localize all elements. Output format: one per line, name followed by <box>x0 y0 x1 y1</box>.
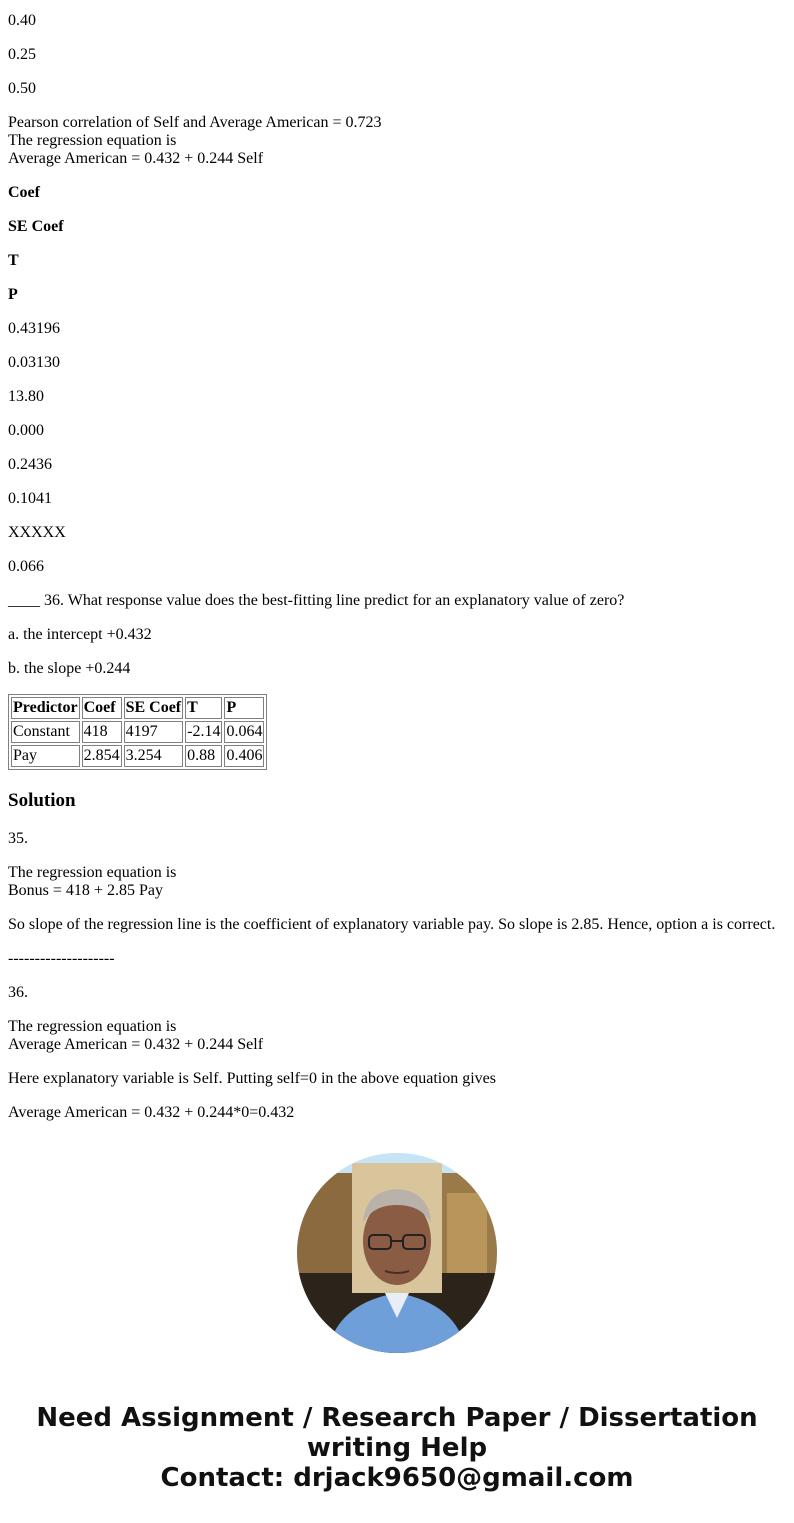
table-header-cell: P <box>224 697 264 719</box>
table-cell: 3.254 <box>124 745 184 767</box>
regression-intro: The regression equation is <box>8 864 177 881</box>
solution-heading: Solution <box>8 790 76 811</box>
table-cell: Pay <box>11 745 80 767</box>
solution-35-explanation: So slope of the regression line is the coefficient of explanatory variable pay. So slope is 2.85. Hence, option a is correct. <box>8 916 776 933</box>
value-line: 0.25 <box>8 46 36 63</box>
solution-36-result: Average American = 0.432 + 0.244*0=0.432 <box>8 1104 295 1121</box>
pearson-correlation: Pearson correlation of Self and Average American = 0.723 <box>8 114 382 131</box>
table-cell: 2.854 <box>82 745 122 767</box>
solution-36-explanation: Here explanatory variable is Self. Putting self=0 in the above equation gives <box>8 1070 496 1087</box>
table-cell: 0.064 <box>224 721 264 743</box>
promo-banner <box>0 1403 794 1493</box>
value-line: 0.03130 <box>8 354 60 371</box>
value-line: 0.066 <box>8 558 44 575</box>
answer-option-b: b. the slope +0.244 <box>8 660 131 677</box>
regression-summary <box>8 114 786 168</box>
value-line: XXXXX <box>8 524 66 541</box>
table-cell: 4197 <box>124 721 184 743</box>
value-line: 0.43196 <box>8 320 60 337</box>
table-cell: 0.88 <box>185 745 222 767</box>
divider: -------------------- <box>8 950 115 967</box>
value-line: 0.50 <box>8 80 36 97</box>
regression-table <box>8 694 267 770</box>
table-cell: 418 <box>82 721 122 743</box>
column-header: T <box>8 252 19 269</box>
value-line: 0.40 <box>8 12 36 29</box>
table-header-cell: SE Coef <box>124 697 184 719</box>
tutor-avatar <box>297 1153 497 1353</box>
promo-contact: Contact: drjack9650@gmail.com <box>160 1463 634 1493</box>
value-line: 0.000 <box>8 422 44 439</box>
promo-line: Need Assignment / Research Paper / Dissertation <box>36 1403 758 1433</box>
column-header: SE Coef <box>8 218 64 235</box>
table-cell: -2.14 <box>185 721 222 743</box>
solution-number-36: 36. <box>8 984 28 1001</box>
regression-equation: Bonus = 418 + 2.85 Pay <box>8 882 163 899</box>
column-header: P <box>8 286 18 303</box>
value-line: 0.2436 <box>8 456 52 473</box>
table-header-cell: Predictor <box>11 697 80 719</box>
promo-line: writing Help <box>306 1433 488 1463</box>
regression-intro: The regression equation is <box>8 1018 177 1035</box>
table-header-cell: T <box>185 697 222 719</box>
value-line: 13.80 <box>8 388 44 405</box>
regression-intro: The regression equation is <box>8 132 177 149</box>
solution-number-35: 35. <box>8 830 28 847</box>
question-36: ____ 36. What response value does the best-fitting line predict for an explanatory value of zero? <box>8 592 625 609</box>
regression-equation: Average American = 0.432 + 0.244 Self <box>8 150 264 167</box>
value-line: 0.1041 <box>8 490 52 507</box>
table-header-cell: Coef <box>82 697 122 719</box>
table-row <box>11 721 264 743</box>
tutor-portrait-icon <box>297 1153 497 1353</box>
regression-equation: Average American = 0.432 + 0.244 Self <box>8 1036 264 1053</box>
answer-option-a: a. the intercept +0.432 <box>8 626 152 643</box>
table-header-row <box>11 697 264 719</box>
table-cell: 0.406 <box>224 745 264 767</box>
table-cell: Constant <box>11 721 80 743</box>
table-row <box>11 745 264 767</box>
document-body <box>8 12 786 1138</box>
solution-36-equation <box>8 1018 786 1054</box>
solution-35-equation <box>8 864 786 900</box>
column-header: Coef <box>8 184 40 201</box>
